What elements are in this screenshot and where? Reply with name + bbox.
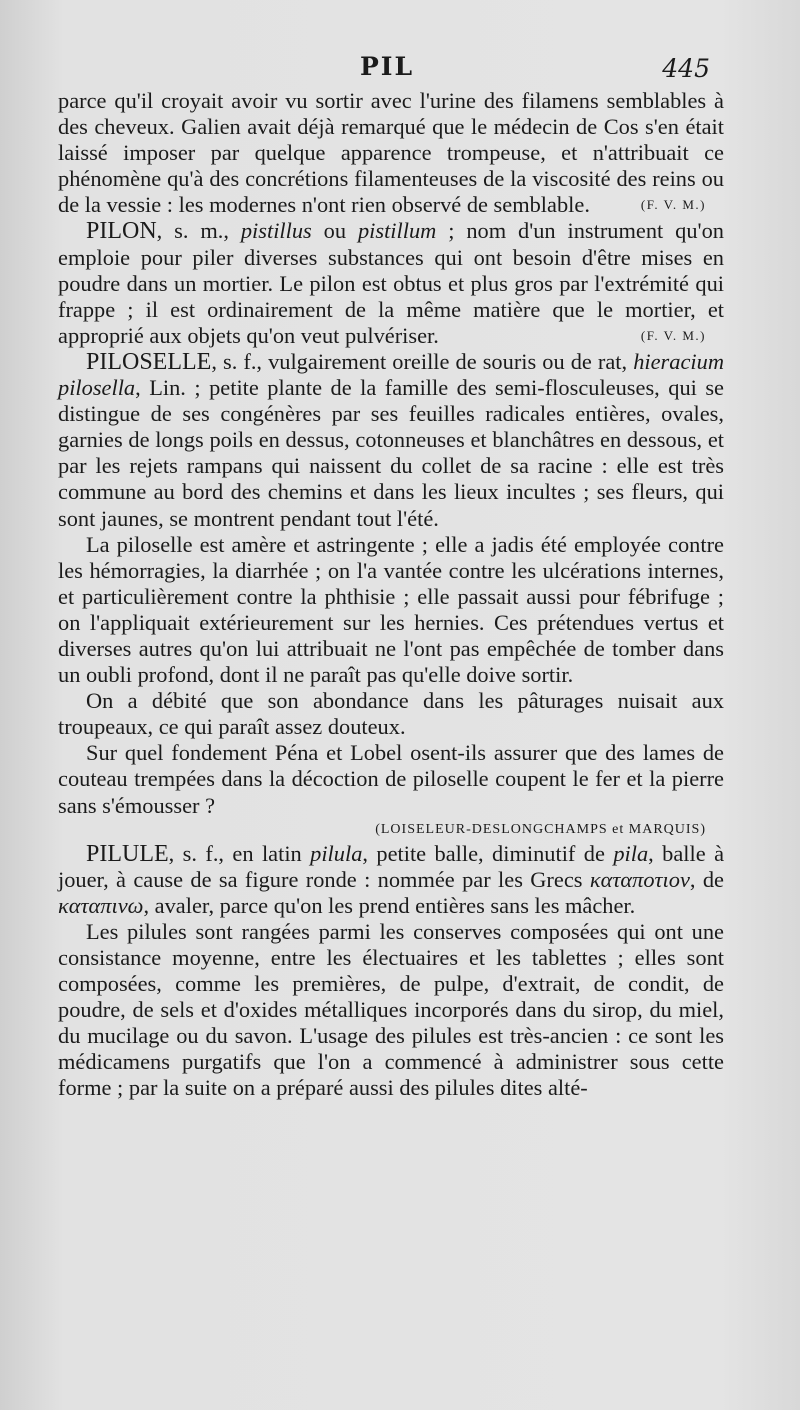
headword: PILULE: [86, 840, 169, 867]
author-signature: (LOISELEUR-DESLONGCHAMPS et MARQUIS): [375, 821, 706, 837]
entry-pilon: [58, 218, 724, 348]
entry-definition: , Lin. ; petite plante de la famille des semi-flosculeuses, qui se distingue de ses congénères par ses feuilles radicales entières, ovales, garnies de longs poils en dessus, cotonneuses et blanchâtres en dessous, et par les rejets rampans qui naissent du collet de sa racine : elle est très commune au bord des chemins et dans les lieux incultes ; ses fleurs, qui sont jaunes, se montrent pendant tout l'été.: [58, 375, 724, 531]
paragraph-text: parce qu'il croyait avoir vu sortir avec l'urine des filamens semblables à des cheveux. Galien avait déjà remarqué que le médecin de Cos s'en était laissé imposer par quelque apparence trompeuse, et n'attribuait ce phénomène qu'à des concrétions filamenteuses de la viscosité des reins ou de la vessie : les modernes n'ont rien observé de semblable.: [58, 88, 724, 218]
entry-piloselle: [58, 349, 724, 532]
paragraph: Les pilules sont rangées parmi les conserves composées qui ont une consistance moyenne, entre les électuaires et les tablettes ; elles sont composées, comme les premières, de pulpe, d'extrait, de condit, de poudre, de sels et d'oxides métalliques incorporés dans du sirop, du miel, du mucilage ou du savon. L'usage des pilules est très-ancien : ce sont les médicamens purgatifs que l'on a commencé à administrer sous cette forme ; par la suite on a préparé aussi des pilules dites alté-: [58, 918, 724, 1101]
headword: PILON: [86, 218, 157, 245]
latin-term: pilula: [310, 840, 363, 866]
entry-text: , de: [689, 866, 724, 892]
greek-term: καταποτιον: [589, 866, 690, 892]
headword: PILOSELLE: [86, 348, 212, 375]
entry-definition: ; nom d'un instrument qu'on emploie pour piler diverses substances qui ont besoin d'être mises en poudre dans un mortier. Le pilon est obtus et plus gros par l'extrémité qui frappe ; il est ordinairement de la même matière que le mortier, et approprié aux objets qu'on veut pulvériser.: [58, 218, 724, 348]
entry-text: , balle à jouer, à cause de sa figure ronde : nommée par les Grecs: [58, 840, 725, 892]
paragraph: On a débité que son abondance dans les pâturages nuisait aux troupeaux, ce qui paraît assez douteux.: [58, 688, 724, 740]
running-title: PIL: [360, 52, 415, 81]
latin-term: pila: [613, 840, 649, 866]
body-text: [58, 88, 724, 1102]
entry-definition: , avaler, parce qu'on les prend entières sans les mâcher.: [143, 892, 636, 918]
paragraph: Sur quel fondement Péna et Lobel osent-ils assurer que des lames de couteau trempées dans la décoction de piloselle coupent le fer et la pierre sans s'émousser ?: [58, 740, 724, 818]
entry-text: , petite balle, diminutif de: [362, 840, 614, 866]
author-attribution: (F. V. M.): [640, 197, 706, 213]
entry-pilule: [58, 841, 724, 919]
latin-term: pistillum: [357, 218, 437, 244]
page-number: 445: [662, 54, 710, 83]
entry-grammar: , s. f., vulgairement oreille de souris ou de rat,: [211, 348, 634, 374]
paragraph-pil-continuation: [58, 88, 724, 218]
latin-term: pistillus: [240, 218, 312, 244]
running-head: [60, 52, 710, 86]
entry-connector: ou: [311, 218, 358, 244]
greek-term: καταπινω: [58, 892, 144, 918]
entry-grammar: , s. m.,: [156, 218, 241, 244]
paragraph: La piloselle est amère et astringente ; elle a jadis été employée contre les hémorragies, la diarrhée ; on l'a vantée contre les ulcérations internes, et particulièrement contre la phthisie ; elle passait aussi pour fébrifuge ; on l'appliquait extérieurement sur les hernies. Ces prétendues vertus et diverses autres qu'on lui attribuait ne l'ont pas empêchée de tomber dans un oubli profond, dont il ne paraît pas qu'elle doive sortir.: [58, 531, 724, 688]
latin-term: hieracium pilosella: [58, 348, 724, 401]
entry-grammar: , s. f., en latin: [168, 840, 311, 866]
author-attribution: (F. V. M.): [640, 327, 706, 343]
